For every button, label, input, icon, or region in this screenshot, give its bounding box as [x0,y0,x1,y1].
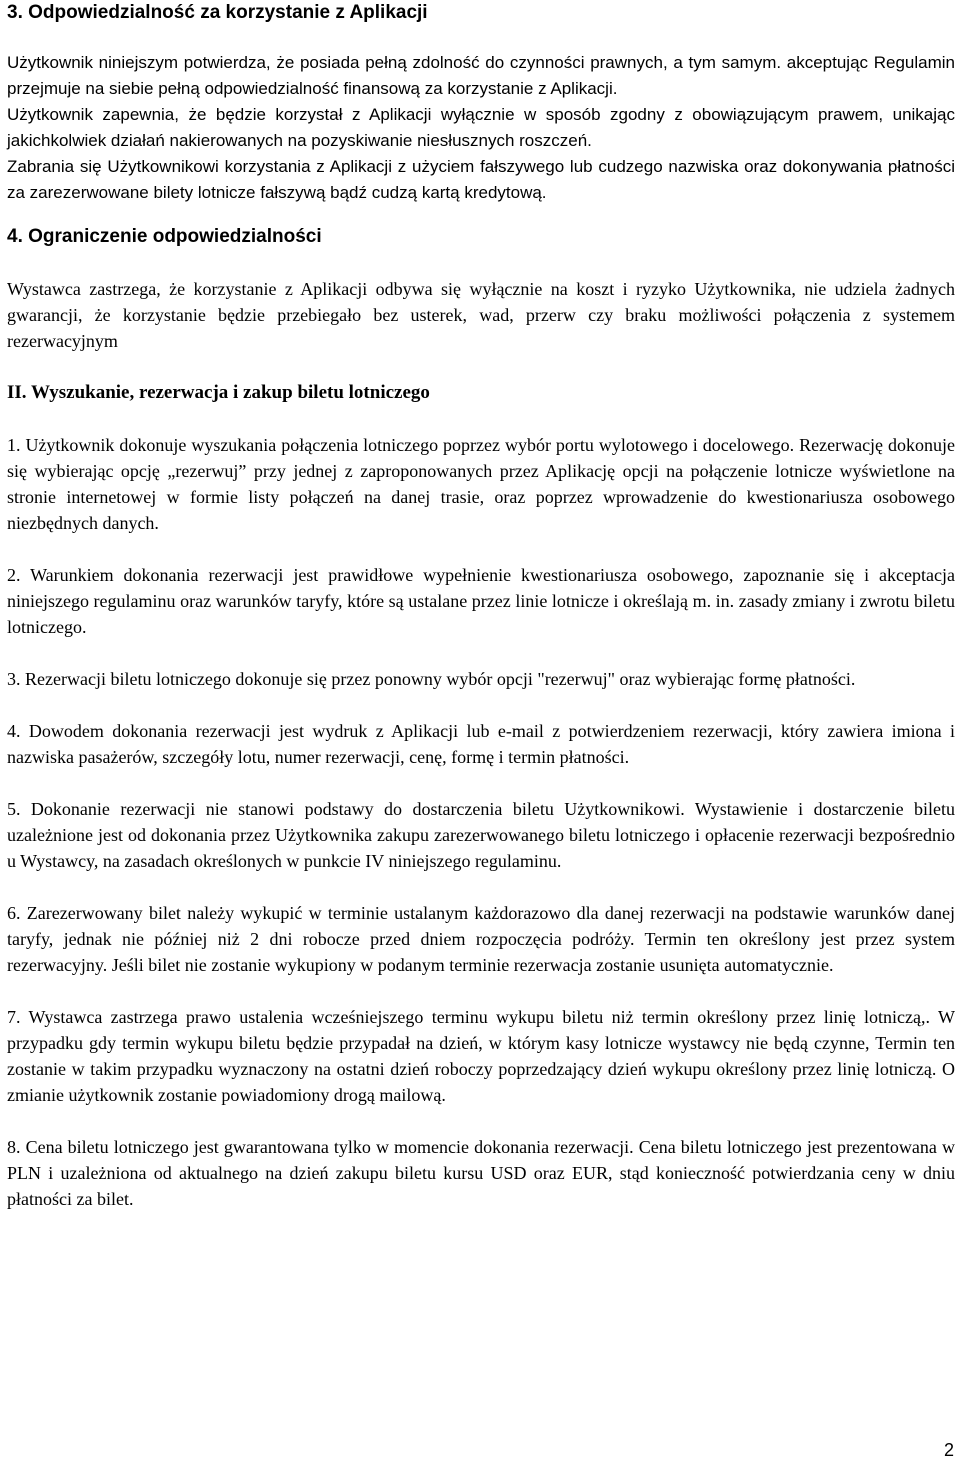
section-ii-point-2: 2. Warunkiem dokonania rezerwacji jest prawidłowe wypełnienie kwestionariusza osobowego, zapoznanie się i akceptacja niniejszego regulaminu oraz warunków taryfy, które są ustalane przez linie lotnicze i określają m. in. zasady zmiany i zwrotu biletu lotniczego. [7,565,955,637]
section-ii-point-4: 4. Dowodem dokonania rezerwacji jest wydruk z Aplikacji lub e-mail z potwierdzeniem rezerwacji, który zawiera imiona i nazwiska pasażerów, szczegóły lotu, numer rezerwacji, cenę, formę i termin płatności. [7,721,955,767]
section-ii-point-3: 3. Rezerwacji biletu lotniczego dokonuje się przez ponowny wybór opcji "rezerwuj" oraz wybierając formę płatności. [7,669,856,689]
page-number: 2 [943,1440,954,1460]
section-ii-point-8: 8. Cena biletu lotniczego jest gwarantowana tylko w momencie dokonania rezerwacji. Cena biletu lotniczego jest prezentowana w PLN i uzależniona od aktualnego na dzień zakupu biletu kursu USD oraz EUR, stąd konieczność potwierdzania ceny w dniu płatności za bilet. [7,1137,955,1209]
document-page [7,0,955,1212]
section-3-paragraph-3: Zabrania się Użytkownikowi korzystania z Aplikacji z użyciem fałszywego lub cudzego nazwiska oraz dokonywania płatności za zarezerwowane bilety lotnicze fałszywą bądź cudzą kartą kredytową. [7,157,955,202]
section-3-paragraph-1: Użytkownik niniejszym potwierdza, że posiada pełną zdolność do czynności prawnych, a tym samym. akceptując Regulamin przejmuje na siebie pełną odpowiedzialność finansową za korzystanie z Aplikacji. [7,53,955,98]
section-4-paragraph: Wystawca zastrzega, że korzystanie z Aplikacji odbywa się wyłącznie na koszt i ryzyko Użytkownika, nie udziela żadnych gwarancji, że korzystanie będzie przebiegało bez usterek, wad, przerw czy braku możliwości połączenia z systemem rezerwacyjnym [7,279,955,351]
section-ii-point-7: 7. Wystawca zastrzega prawo ustalenia wcześniejszego terminu wykupu biletu niż termin określony przez linię lotniczą,. W przypadku gdy termin wykupu biletu będzie przypadał na dzień, w którym kasy lotnicze wystawcy nie będą czynne, Termin ten zostanie w takim przypadku wyznaczony na ostatni dzień roboczy poprzedzający dzień wykupu określony przez linię lotniczą. O zmianie użytkownik zostanie powiadomiony drogą mailową. [7,1007,955,1105]
section-3-heading: 3. Odpowiedzialność za korzystanie z Aplikacji [7,2,428,23]
section-ii-point-6: 6. Zarezerwowany bilet należy wykupić w terminie ustalanym każdorazowo dla danej rezerwacji na podstawie warunków danej taryfy, jednak nie później niż 2 dni robocze przed dniem rozpoczęcia podróży. Termin ten określony jest przez system rezerwacyjny. Jeśli bilet nie zostanie wykupiony w podanym terminie rezerwacja zostanie usunięta automatycznie. [7,903,955,975]
section-3-paragraph-2: Użytkownik zapewnia, że będzie korzystał z Aplikacji wyłącznie w sposób zgodny z obowiązującym prawem, unikając jakichkolwiek działań nakierowanych na pozyskiwanie niesłusznych roszczeń. [7,105,955,150]
section-4-heading: 4. Ograniczenie odpowiedzialności [7,226,322,247]
section-ii-heading: II. Wyszukanie, rezerwacja i zakup biletu lotniczego [7,382,430,403]
section-ii-point-1: 1. Użytkownik dokonuje wyszukania połączenia lotniczego poprzez wybór portu wylotowego i docelowego. Rezerwację dokonuje się wybierając opcję „rezerwuj” przy jednej z zaproponowanych przez Aplikację opcji na połączenie lotnicze wyświetlone na stronie internetowej w formie listy połączeń na danej trasie, oraz poprzez wprowadzenie do kwestionariusza osobowego niezbędnych danych. [7,435,955,533]
section-ii-point-5: 5. Dokonanie rezerwacji nie stanowi podstawy do dostarczenia biletu Użytkownikowi. Wystawienie i dostarczenie biletu uzależnione jest od dokonania przez Użytkownika zakupu zarezerwowanego biletu lotniczego i opłacenie rezerwacji bezpośrednio u Wystawcy, na zasadach określonych w punkcie IV niniejszego regulaminu. [7,799,955,871]
